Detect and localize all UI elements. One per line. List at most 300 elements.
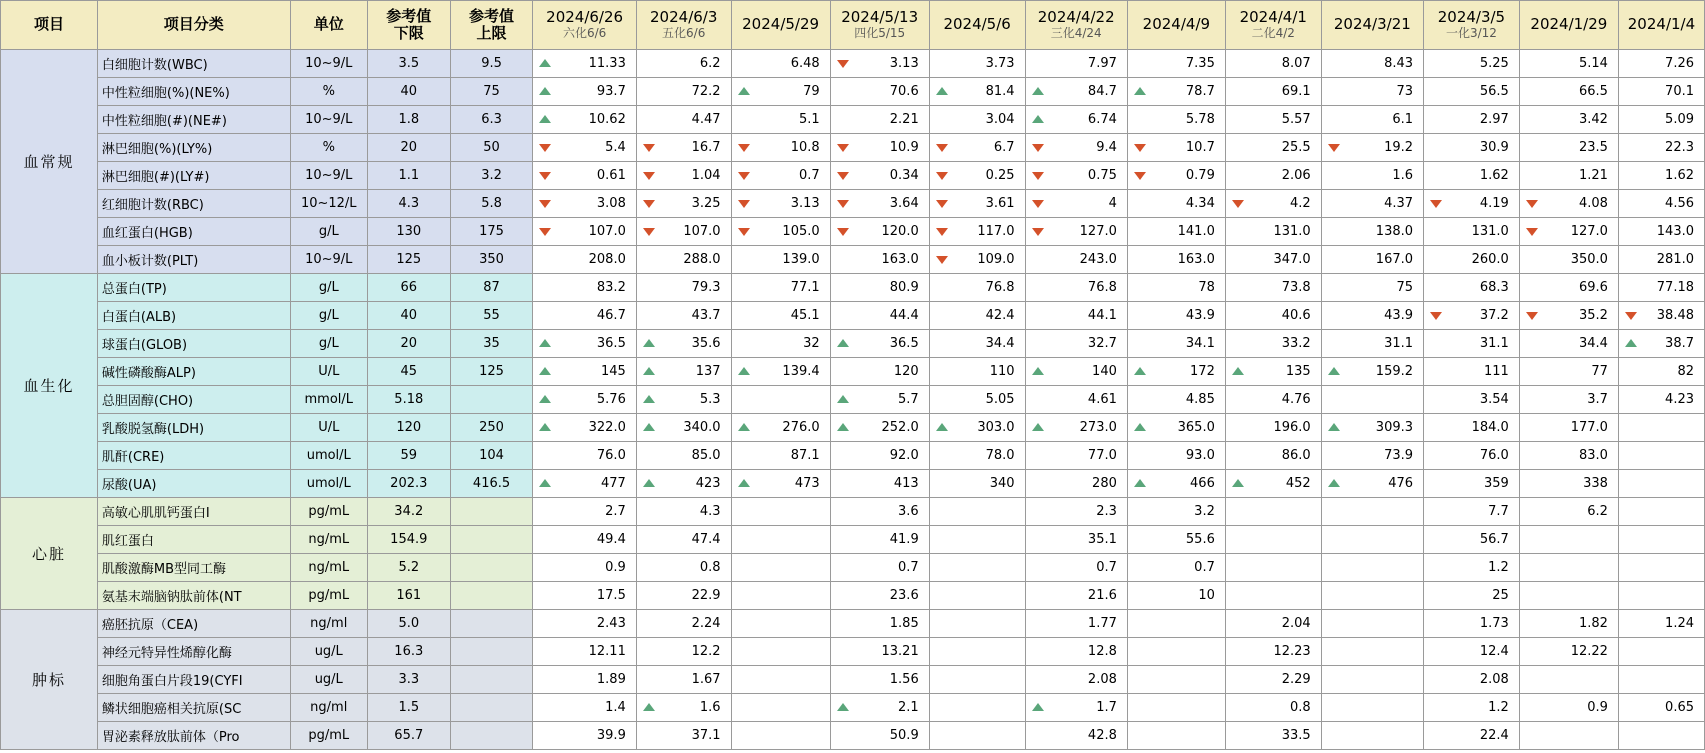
value-cell[interactable] xyxy=(636,134,731,162)
value-cell[interactable] xyxy=(1424,722,1520,750)
value-cell[interactable] xyxy=(636,106,731,134)
value-cell[interactable] xyxy=(830,218,929,246)
item-name-cell[interactable]: 肌酐(CRE) xyxy=(97,442,290,470)
value-cell[interactable] xyxy=(533,414,636,442)
value-cell[interactable] xyxy=(830,554,929,582)
value-cell[interactable] xyxy=(929,442,1025,470)
value-cell[interactable] xyxy=(1025,638,1127,666)
header-date[interactable] xyxy=(1127,1,1225,50)
value-cell[interactable] xyxy=(1025,722,1127,750)
value-cell[interactable] xyxy=(731,246,830,274)
value-cell[interactable] xyxy=(1127,610,1225,638)
value-cell[interactable] xyxy=(1618,358,1704,386)
ref-high-cell[interactable]: 55 xyxy=(450,302,533,330)
value-cell[interactable] xyxy=(1127,554,1225,582)
value-cell[interactable] xyxy=(1127,582,1225,610)
value-cell[interactable] xyxy=(929,666,1025,694)
value-cell[interactable] xyxy=(1321,162,1423,190)
value-cell[interactable] xyxy=(1127,274,1225,302)
value-cell[interactable] xyxy=(533,50,636,78)
value-cell[interactable] xyxy=(533,582,636,610)
unit-cell[interactable]: g/L xyxy=(290,218,367,246)
value-cell[interactable] xyxy=(636,246,731,274)
value-cell[interactable] xyxy=(1225,414,1321,442)
value-cell[interactable] xyxy=(1225,666,1321,694)
value-cell[interactable] xyxy=(1225,386,1321,414)
ref-low-cell[interactable]: 120 xyxy=(367,414,450,442)
item-name-cell[interactable]: 肌酸激酶MB型同工酶 xyxy=(97,554,290,582)
value-cell[interactable] xyxy=(1519,554,1618,582)
value-cell[interactable] xyxy=(1225,302,1321,330)
value-cell[interactable] xyxy=(1225,218,1321,246)
value-cell[interactable] xyxy=(731,610,830,638)
ref-low-cell[interactable]: 40 xyxy=(367,302,450,330)
ref-high-cell[interactable]: 9.5 xyxy=(450,50,533,78)
ref-low-cell[interactable]: 154.9 xyxy=(367,526,450,554)
value-cell[interactable] xyxy=(1618,470,1704,498)
ref-low-cell[interactable]: 16.3 xyxy=(367,638,450,666)
value-cell[interactable] xyxy=(1025,218,1127,246)
value-cell[interactable] xyxy=(830,78,929,106)
value-cell[interactable] xyxy=(1321,302,1423,330)
value-cell[interactable] xyxy=(1127,386,1225,414)
value-cell[interactable] xyxy=(533,722,636,750)
value-cell[interactable] xyxy=(1025,694,1127,722)
value-cell[interactable] xyxy=(731,498,830,526)
header-date[interactable] xyxy=(830,1,929,50)
value-cell[interactable] xyxy=(1321,50,1423,78)
value-cell[interactable] xyxy=(1321,134,1423,162)
value-cell[interactable] xyxy=(636,694,731,722)
value-cell[interactable] xyxy=(1127,134,1225,162)
item-name-cell[interactable]: 中性粒细胞(%)(NE%) xyxy=(97,78,290,106)
value-cell[interactable] xyxy=(636,386,731,414)
value-cell[interactable] xyxy=(830,134,929,162)
value-cell[interactable] xyxy=(1025,162,1127,190)
unit-cell[interactable]: ng/mL xyxy=(290,554,367,582)
value-cell[interactable] xyxy=(731,190,830,218)
value-cell[interactable] xyxy=(1225,694,1321,722)
value-cell[interactable] xyxy=(1519,722,1618,750)
ref-high-cell[interactable] xyxy=(450,386,533,414)
unit-cell[interactable]: 10~12/L xyxy=(290,190,367,218)
value-cell[interactable] xyxy=(929,638,1025,666)
value-cell[interactable] xyxy=(1127,330,1225,358)
value-cell[interactable] xyxy=(1424,274,1520,302)
value-cell[interactable] xyxy=(636,414,731,442)
value-cell[interactable] xyxy=(1321,218,1423,246)
value-cell[interactable] xyxy=(1225,274,1321,302)
unit-cell[interactable]: ug/L xyxy=(290,638,367,666)
value-cell[interactable] xyxy=(731,554,830,582)
value-cell[interactable] xyxy=(1618,722,1704,750)
value-cell[interactable] xyxy=(636,582,731,610)
value-cell[interactable] xyxy=(636,50,731,78)
unit-cell[interactable]: ng/ml xyxy=(290,610,367,638)
value-cell[interactable] xyxy=(929,330,1025,358)
ref-low-cell[interactable]: 45 xyxy=(367,358,450,386)
value-cell[interactable] xyxy=(1321,470,1423,498)
value-cell[interactable] xyxy=(533,246,636,274)
value-cell[interactable] xyxy=(1519,302,1618,330)
item-name-cell[interactable]: 鳞状细胞癌相关抗原(SC xyxy=(97,694,290,722)
item-name-cell[interactable]: 淋巴细胞(%)(LY%) xyxy=(97,134,290,162)
value-cell[interactable] xyxy=(1424,330,1520,358)
header-date[interactable] xyxy=(1519,1,1618,50)
value-cell[interactable] xyxy=(929,134,1025,162)
value-cell[interactable] xyxy=(1025,190,1127,218)
value-cell[interactable] xyxy=(1025,386,1127,414)
value-cell[interactable] xyxy=(929,554,1025,582)
value-cell[interactable] xyxy=(731,470,830,498)
value-cell[interactable] xyxy=(1225,554,1321,582)
value-cell[interactable] xyxy=(636,526,731,554)
value-cell[interactable] xyxy=(1424,638,1520,666)
unit-cell[interactable]: ng/ml xyxy=(290,694,367,722)
value-cell[interactable] xyxy=(1519,330,1618,358)
value-cell[interactable] xyxy=(636,470,731,498)
ref-low-cell[interactable]: 66 xyxy=(367,274,450,302)
value-cell[interactable] xyxy=(1618,302,1704,330)
item-name-cell[interactable]: 细胞角蛋白片段19(CYFI xyxy=(97,666,290,694)
value-cell[interactable] xyxy=(731,666,830,694)
item-name-cell[interactable]: 高敏心肌肌钙蛋白I xyxy=(97,498,290,526)
value-cell[interactable] xyxy=(636,358,731,386)
value-cell[interactable] xyxy=(1127,246,1225,274)
value-cell[interactable] xyxy=(1519,526,1618,554)
value-cell[interactable] xyxy=(533,554,636,582)
ref-low-cell[interactable]: 161 xyxy=(367,582,450,610)
value-cell[interactable] xyxy=(1424,498,1520,526)
value-cell[interactable] xyxy=(1519,470,1618,498)
value-cell[interactable] xyxy=(1618,106,1704,134)
value-cell[interactable] xyxy=(1424,358,1520,386)
ref-low-cell[interactable]: 125 xyxy=(367,246,450,274)
value-cell[interactable] xyxy=(1025,470,1127,498)
value-cell[interactable] xyxy=(533,638,636,666)
value-cell[interactable] xyxy=(1424,610,1520,638)
value-cell[interactable] xyxy=(830,302,929,330)
value-cell[interactable] xyxy=(929,302,1025,330)
value-cell[interactable] xyxy=(636,274,731,302)
value-cell[interactable] xyxy=(636,722,731,750)
value-cell[interactable] xyxy=(1519,50,1618,78)
value-cell[interactable] xyxy=(1025,442,1127,470)
value-cell[interactable] xyxy=(731,302,830,330)
value-cell[interactable] xyxy=(1618,498,1704,526)
group-label[interactable]: 血常规 xyxy=(1,50,98,274)
value-cell[interactable] xyxy=(636,666,731,694)
value-cell[interactable] xyxy=(1618,246,1704,274)
item-name-cell[interactable]: 神经元特异性烯醇化酶 xyxy=(97,638,290,666)
ref-low-cell[interactable]: 20 xyxy=(367,134,450,162)
value-cell[interactable] xyxy=(1424,190,1520,218)
value-cell[interactable] xyxy=(1127,442,1225,470)
value-cell[interactable] xyxy=(731,358,830,386)
value-cell[interactable] xyxy=(830,610,929,638)
value-cell[interactable] xyxy=(1618,414,1704,442)
header-date[interactable] xyxy=(1618,1,1704,50)
value-cell[interactable] xyxy=(1618,162,1704,190)
ref-high-cell[interactable]: 75 xyxy=(450,78,533,106)
value-cell[interactable] xyxy=(1225,442,1321,470)
value-cell[interactable] xyxy=(1025,78,1127,106)
value-cell[interactable] xyxy=(929,386,1025,414)
ref-high-cell[interactable]: 87 xyxy=(450,274,533,302)
ref-low-cell[interactable]: 20 xyxy=(367,330,450,358)
value-cell[interactable] xyxy=(1424,106,1520,134)
value-cell[interactable] xyxy=(636,162,731,190)
value-cell[interactable] xyxy=(636,330,731,358)
value-cell[interactable] xyxy=(929,162,1025,190)
ref-high-cell[interactable]: 250 xyxy=(450,414,533,442)
value-cell[interactable] xyxy=(1225,470,1321,498)
value-cell[interactable] xyxy=(830,526,929,554)
item-name-cell[interactable]: 红细胞计数(RBC) xyxy=(97,190,290,218)
value-cell[interactable] xyxy=(929,582,1025,610)
value-cell[interactable] xyxy=(1618,218,1704,246)
value-cell[interactable] xyxy=(636,638,731,666)
value-cell[interactable] xyxy=(830,358,929,386)
ref-high-cell[interactable]: 350 xyxy=(450,246,533,274)
item-name-cell[interactable]: 乳酸脱氢酶(LDH) xyxy=(97,414,290,442)
unit-cell[interactable]: pg/mL xyxy=(290,722,367,750)
value-cell[interactable] xyxy=(731,722,830,750)
value-cell[interactable] xyxy=(830,246,929,274)
value-cell[interactable] xyxy=(1519,638,1618,666)
ref-high-cell[interactable]: 3.2 xyxy=(450,162,533,190)
value-cell[interactable] xyxy=(1225,162,1321,190)
value-cell[interactable] xyxy=(533,302,636,330)
value-cell[interactable] xyxy=(1225,134,1321,162)
ref-high-cell[interactable] xyxy=(450,498,533,526)
value-cell[interactable] xyxy=(533,330,636,358)
value-cell[interactable] xyxy=(1127,694,1225,722)
value-cell[interactable] xyxy=(1618,78,1704,106)
unit-cell[interactable]: % xyxy=(290,134,367,162)
value-cell[interactable] xyxy=(1127,50,1225,78)
header-date[interactable] xyxy=(533,1,636,50)
value-cell[interactable] xyxy=(929,106,1025,134)
value-cell[interactable] xyxy=(533,386,636,414)
value-cell[interactable] xyxy=(1519,582,1618,610)
value-cell[interactable] xyxy=(830,274,929,302)
value-cell[interactable] xyxy=(1127,498,1225,526)
value-cell[interactable] xyxy=(830,50,929,78)
value-cell[interactable] xyxy=(929,218,1025,246)
value-cell[interactable] xyxy=(533,498,636,526)
header-ref-low[interactable]: 参考值下限 xyxy=(367,1,450,50)
value-cell[interactable] xyxy=(731,526,830,554)
value-cell[interactable] xyxy=(1225,582,1321,610)
ref-high-cell[interactable] xyxy=(450,582,533,610)
unit-cell[interactable]: % xyxy=(290,78,367,106)
value-cell[interactable] xyxy=(830,470,929,498)
item-name-cell[interactable]: 血红蛋白(HGB) xyxy=(97,218,290,246)
value-cell[interactable] xyxy=(1025,666,1127,694)
value-cell[interactable] xyxy=(1321,582,1423,610)
value-cell[interactable] xyxy=(533,470,636,498)
value-cell[interactable] xyxy=(1321,78,1423,106)
item-name-cell[interactable]: 总胆固醇(CHO) xyxy=(97,386,290,414)
value-cell[interactable] xyxy=(1025,526,1127,554)
value-cell[interactable] xyxy=(731,78,830,106)
ref-high-cell[interactable]: 50 xyxy=(450,134,533,162)
value-cell[interactable] xyxy=(1321,610,1423,638)
value-cell[interactable] xyxy=(1025,274,1127,302)
unit-cell[interactable]: pg/mL xyxy=(290,498,367,526)
value-cell[interactable] xyxy=(533,162,636,190)
value-cell[interactable] xyxy=(1424,666,1520,694)
value-cell[interactable] xyxy=(1424,162,1520,190)
value-cell[interactable] xyxy=(929,722,1025,750)
value-cell[interactable] xyxy=(1618,330,1704,358)
value-cell[interactable] xyxy=(1618,666,1704,694)
unit-cell[interactable]: U/L xyxy=(290,414,367,442)
value-cell[interactable] xyxy=(929,50,1025,78)
value-cell[interactable] xyxy=(1127,106,1225,134)
value-cell[interactable] xyxy=(731,442,830,470)
value-cell[interactable] xyxy=(533,694,636,722)
value-cell[interactable] xyxy=(1618,638,1704,666)
value-cell[interactable] xyxy=(1321,190,1423,218)
value-cell[interactable] xyxy=(1127,722,1225,750)
value-cell[interactable] xyxy=(1424,134,1520,162)
value-cell[interactable] xyxy=(636,554,731,582)
value-cell[interactable] xyxy=(533,442,636,470)
ref-high-cell[interactable]: 35 xyxy=(450,330,533,358)
value-cell[interactable] xyxy=(1618,50,1704,78)
value-cell[interactable] xyxy=(533,666,636,694)
value-cell[interactable] xyxy=(830,722,929,750)
value-cell[interactable] xyxy=(1519,414,1618,442)
value-cell[interactable] xyxy=(1424,50,1520,78)
value-cell[interactable] xyxy=(636,302,731,330)
ref-low-cell[interactable]: 1.5 xyxy=(367,694,450,722)
value-cell[interactable] xyxy=(1519,386,1618,414)
value-cell[interactable] xyxy=(533,526,636,554)
value-cell[interactable] xyxy=(1225,722,1321,750)
value-cell[interactable] xyxy=(1618,134,1704,162)
value-cell[interactable] xyxy=(1424,582,1520,610)
header-ref-high[interactable]: 参考值上限 xyxy=(450,1,533,50)
ref-high-cell[interactable] xyxy=(450,638,533,666)
value-cell[interactable] xyxy=(1321,498,1423,526)
header-unit[interactable]: 单位 xyxy=(290,1,367,50)
unit-cell[interactable]: g/L xyxy=(290,302,367,330)
header-item[interactable]: 项目分类 xyxy=(97,1,290,50)
value-cell[interactable] xyxy=(1519,106,1618,134)
value-cell[interactable] xyxy=(929,498,1025,526)
value-cell[interactable] xyxy=(1321,694,1423,722)
value-cell[interactable] xyxy=(1025,134,1127,162)
value-cell[interactable] xyxy=(1225,358,1321,386)
unit-cell[interactable]: g/L xyxy=(290,330,367,358)
value-cell[interactable] xyxy=(1127,358,1225,386)
value-cell[interactable] xyxy=(830,330,929,358)
item-name-cell[interactable]: 球蛋白(GLOB) xyxy=(97,330,290,358)
value-cell[interactable] xyxy=(929,694,1025,722)
group-label[interactable]: 心脏 xyxy=(1,498,98,610)
ref-high-cell[interactable]: 6.3 xyxy=(450,106,533,134)
unit-cell[interactable]: ng/mL xyxy=(290,526,367,554)
value-cell[interactable] xyxy=(731,218,830,246)
unit-cell[interactable]: 10~9/L xyxy=(290,50,367,78)
value-cell[interactable] xyxy=(1025,358,1127,386)
value-cell[interactable] xyxy=(1127,414,1225,442)
ref-low-cell[interactable]: 5.0 xyxy=(367,610,450,638)
value-cell[interactable] xyxy=(1127,78,1225,106)
value-cell[interactable] xyxy=(1618,582,1704,610)
unit-cell[interactable]: U/L xyxy=(290,358,367,386)
value-cell[interactable] xyxy=(731,694,830,722)
value-cell[interactable] xyxy=(830,638,929,666)
ref-low-cell[interactable]: 3.3 xyxy=(367,666,450,694)
value-cell[interactable] xyxy=(1424,554,1520,582)
header-date[interactable] xyxy=(929,1,1025,50)
value-cell[interactable] xyxy=(1424,470,1520,498)
value-cell[interactable] xyxy=(636,610,731,638)
value-cell[interactable] xyxy=(1225,246,1321,274)
item-name-cell[interactable]: 癌胚抗原（CEA) xyxy=(97,610,290,638)
value-cell[interactable] xyxy=(830,106,929,134)
unit-cell[interactable]: 10~9/L xyxy=(290,162,367,190)
ref-high-cell[interactable]: 104 xyxy=(450,442,533,470)
ref-high-cell[interactable] xyxy=(450,722,533,750)
value-cell[interactable] xyxy=(1519,218,1618,246)
value-cell[interactable] xyxy=(1127,638,1225,666)
ref-low-cell[interactable]: 1.8 xyxy=(367,106,450,134)
value-cell[interactable] xyxy=(636,498,731,526)
value-cell[interactable] xyxy=(1519,78,1618,106)
value-cell[interactable] xyxy=(1225,50,1321,78)
value-cell[interactable] xyxy=(533,134,636,162)
value-cell[interactable] xyxy=(1519,610,1618,638)
value-cell[interactable] xyxy=(1618,610,1704,638)
value-cell[interactable] xyxy=(1321,274,1423,302)
value-cell[interactable] xyxy=(929,246,1025,274)
ref-low-cell[interactable]: 34.2 xyxy=(367,498,450,526)
value-cell[interactable] xyxy=(1225,638,1321,666)
ref-high-cell[interactable] xyxy=(450,610,533,638)
value-cell[interactable] xyxy=(1424,78,1520,106)
value-cell[interactable] xyxy=(1424,414,1520,442)
value-cell[interactable] xyxy=(533,190,636,218)
value-cell[interactable] xyxy=(636,190,731,218)
value-cell[interactable] xyxy=(731,106,830,134)
value-cell[interactable] xyxy=(1321,246,1423,274)
ref-high-cell[interactable] xyxy=(450,694,533,722)
header-date[interactable] xyxy=(636,1,731,50)
item-name-cell[interactable]: 胃泌素释放肽前体（Pro xyxy=(97,722,290,750)
ref-high-cell[interactable] xyxy=(450,526,533,554)
value-cell[interactable] xyxy=(1127,470,1225,498)
unit-cell[interactable]: umol/L xyxy=(290,470,367,498)
value-cell[interactable] xyxy=(533,218,636,246)
value-cell[interactable] xyxy=(731,582,830,610)
value-cell[interactable] xyxy=(1321,106,1423,134)
value-cell[interactable] xyxy=(1225,78,1321,106)
value-cell[interactable] xyxy=(1519,666,1618,694)
ref-low-cell[interactable]: 5.18 xyxy=(367,386,450,414)
value-cell[interactable] xyxy=(1127,302,1225,330)
unit-cell[interactable]: ug/L xyxy=(290,666,367,694)
value-cell[interactable] xyxy=(636,442,731,470)
value-cell[interactable] xyxy=(1424,694,1520,722)
ref-low-cell[interactable]: 202.3 xyxy=(367,470,450,498)
value-cell[interactable] xyxy=(533,274,636,302)
ref-low-cell[interactable]: 5.2 xyxy=(367,554,450,582)
